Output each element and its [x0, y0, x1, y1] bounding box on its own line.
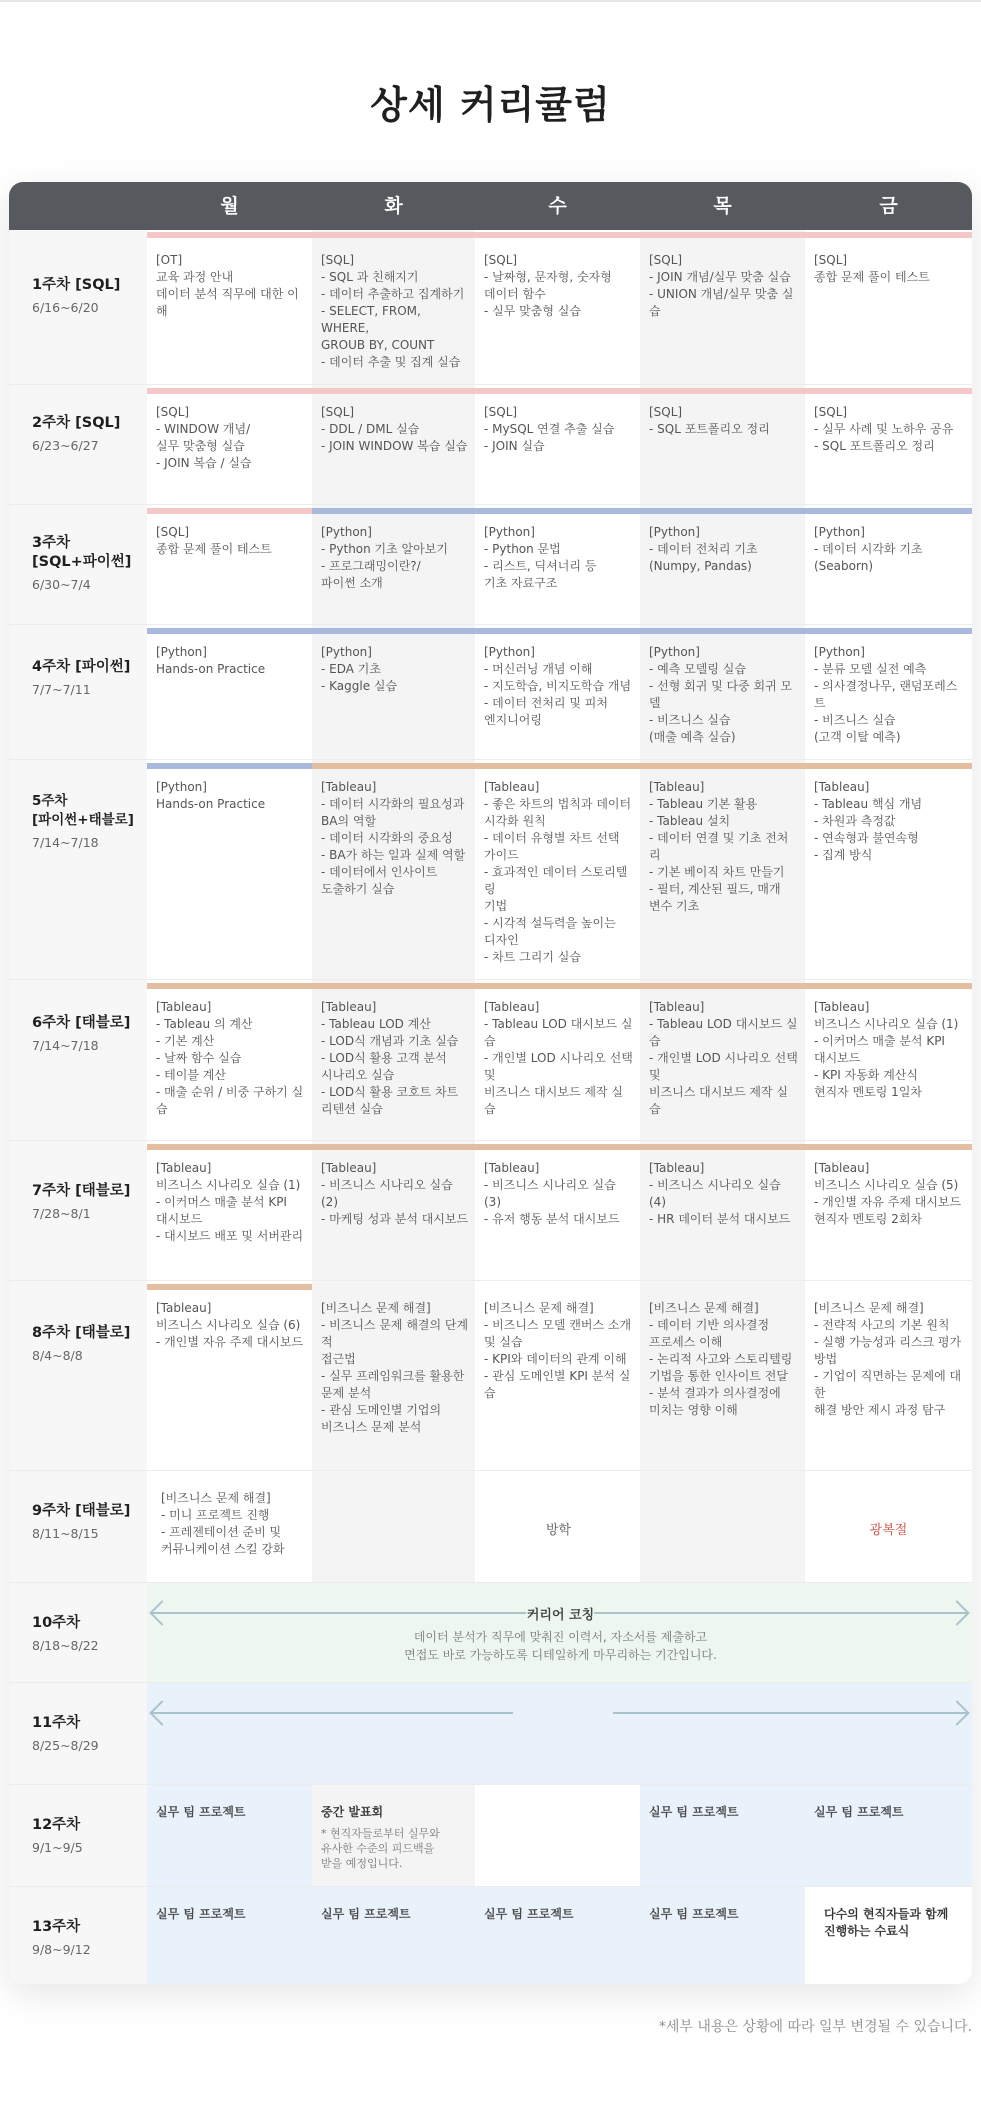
- header-fri: 금: [879, 195, 898, 217]
- week-dates: 9/1~9/5: [32, 1840, 83, 1855]
- week-dates: 8/18~8/22: [32, 1638, 99, 1653]
- week-dates: 8/25~8/29: [32, 1738, 99, 1753]
- week-title: 8주차 [태블로]: [32, 1325, 131, 1341]
- header-mon: 월: [220, 195, 239, 217]
- cell-w1-thu: [SQL] - JOIN 개념/실무 맞춤 실습 - UNION 개념/실무 맞춤 실습: [649, 253, 794, 318]
- cell-w12-thu: 실무 팀 프로젝트: [649, 1805, 739, 1819]
- cell-w12-tue-note: * 현직자들로부터 실무와 유사한 수준의 피드백을 받을 예정입니다.: [321, 1827, 440, 1870]
- week-label: [32, 1014, 147, 1053]
- week-label: [32, 658, 147, 697]
- cell-w4-wed: [Python] - 머신러닝 개념 이해 - 지도학습, 비지도학습 개념 - 데이터 전처리 및 피처 엔지니어링: [484, 645, 632, 727]
- row-divider: [9, 1470, 972, 1471]
- cell-w8-tue: [비즈니스 문제 해결] - 비즈니스 문제 해결의 단계적 접근법 - 실무 프레임워크를 활용한 문제 분석 - 관심 도메인별 기업의 비즈니스 문제 분석: [321, 1301, 469, 1434]
- week-label: [32, 1614, 147, 1653]
- vacation-label: 방학: [545, 1523, 572, 1538]
- top-divider: [0, 0, 981, 2]
- cell-w6-mon: [Tableau] - Tableau 의 계산 - 기본 계산 - 날짜 함수 실습 - 테이블 계산 - 매출 순위 / 비중 구하기 실습: [156, 1000, 304, 1116]
- week-title: 1주차 [SQL]: [32, 277, 121, 293]
- project-arrow-right-line: [613, 1712, 968, 1714]
- week-label: [32, 1816, 147, 1855]
- cell-w5-tue: [Tableau] - 데이터 시각화의 필요성과 BA의 역할 - 데이터 시각화의 중요성 - BA가 하는 일과 실제 역할 - 데이터에서 인사이트 도출하기 실습: [321, 780, 466, 896]
- cell-w5-wed: [Tableau] - 좋은 차트의 법칙과 데이터 시각화 원칙 - 데이터 유형별 차트 선택 가이드 - 효과적인 데이터 스토리텔링 기법 - 시각적 설득력을 높이는 디자인 - 차트 그리기 실습: [484, 780, 632, 964]
- cell-w3-wed: [Python] - Python 문법 - 리스트, 딕셔너리 등 기초 자료구조: [484, 525, 597, 590]
- header-wed: 수: [548, 195, 567, 217]
- cell-w5-fri: [Tableau] - Tableau 핵심 개념 - 차원과 측정값 - 연속형과 불연속형 - 집계 방식: [814, 780, 923, 862]
- table-header: [9, 182, 972, 230]
- cell-w13-tue: 실무 팀 프로젝트: [321, 1907, 411, 1921]
- tableau-bar: [312, 763, 972, 769]
- curriculum-table: [9, 182, 972, 1984]
- week-label: [32, 1502, 147, 1541]
- sql-bar: [147, 508, 312, 514]
- cell-w6-fri: [Tableau] 비즈니스 시나리오 실습 (1) - 이커머스 매출 분석 KPI 대시보드 - KPI 자동화 계산식 현직자 멘토링 1일차: [814, 1000, 959, 1099]
- row-divider: [9, 1682, 972, 1683]
- cell-w13-thu: 실무 팀 프로젝트: [649, 1907, 739, 1921]
- sql-bar: [147, 388, 972, 394]
- row-divider: [9, 1582, 972, 1583]
- cell-w7-fri: [Tableau] 비즈니스 시나리오 실습 (5) - 개인별 자유 주제 대시보드 현직자 멘토링 2회차: [814, 1161, 962, 1226]
- cell-w3-tue: [Python] - Python 기초 알아보기 - 프로그래밍이란?/ 파이썬 소개: [321, 525, 448, 590]
- row-divider: [9, 1886, 972, 1887]
- python-bar: [312, 508, 972, 514]
- cell-w4-mon: [Python] Hands-on Practice: [156, 645, 266, 676]
- cell-w2-tue: [SQL] - DDL / DML 실습 - JOIN WINDOW 복습 실습: [321, 405, 468, 453]
- cell-w5-mon: [Python] Hands-on Practice: [156, 780, 266, 811]
- cell-w8-wed: [비즈니스 문제 해결] - 비즈니스 모델 캔버스 소개 및 실습 - KPI와 데이터의 관계 이해 - 관심 도메인별 KPI 분석 실습: [484, 1301, 632, 1400]
- week-dates: 6/16~6/20: [32, 300, 99, 315]
- cell-w3-thu: [Python] - 데이터 전처리 기초 (Numpy, Pandas): [649, 525, 758, 573]
- header-thu: 목: [713, 195, 732, 217]
- week-dates: 6/30~7/4: [32, 577, 91, 592]
- cell-w7-tue: [Tableau] - 비즈니스 시나리오 실습 (2) - 마케팅 성과 분석 대시보드: [321, 1161, 469, 1226]
- cell-w4-fri: [Python] - 분류 모델 실전 예측 - 의사결정나무, 랜덤포레스트 - 비즈니스 실습 (고객 이탈 예측): [814, 645, 958, 744]
- cell-w7-wed: [Tableau] - 비즈니스 시나리오 실습 (3) - 유저 행동 분석 대시보드: [484, 1161, 620, 1226]
- cell-w8-thu: [비즈니스 문제 해결] - 데이터 기반 의사결정 프로세스 이해 - 논리적 사고와 스토리텔링 기법을 통한 인사이트 전달 - 분석 결과가 의사결정에 미치는 영향 이해: [649, 1301, 793, 1417]
- week-dates: 7/14~7/18: [32, 835, 99, 850]
- week-label: [32, 1182, 147, 1221]
- project-arrow-left-line: [151, 1712, 513, 1714]
- cell-w2-thu: [SQL] - SQL 포트폴리오 정리: [649, 405, 770, 436]
- row-divider: [9, 1140, 972, 1141]
- week-label: [32, 414, 147, 453]
- cell-w6-wed: [Tableau] - Tableau LOD 대시보드 실습 - 개인별 LOD 시나리오 선택 및 비즈니스 대시보드 제작 실습: [484, 1000, 633, 1116]
- footnote: *세부 내용은 상황에 따라 일부 변경될 수 있습니다.: [658, 2019, 972, 2035]
- week-title: 5주차 [파이썬+태블로]: [32, 793, 134, 828]
- week-label: [32, 1918, 147, 1957]
- week-label: [32, 1714, 147, 1753]
- header-tue: 화: [384, 195, 403, 217]
- week-title: 10주차: [32, 1615, 81, 1631]
- week-dates: 8/4~8/8: [32, 1348, 83, 1363]
- week-title: 4주차 [파이썬]: [32, 659, 131, 675]
- python-bar: [147, 628, 972, 634]
- row-divider: [9, 1784, 972, 1785]
- cell-w5-thu: [Tableau] - Tableau 기본 활용 - Tableau 설치 - 데이터 연결 및 기초 전처리 - 기본 베이직 차트 만들기 - 필터, 계산된 필드, 매개 변수 기초: [649, 780, 789, 913]
- cell-w7-mon: [Tableau] 비즈니스 시나리오 실습 (1) - 이커머스 매출 분석 KPI 대시보드 - 대시보드 배포 및 서버관리: [156, 1161, 304, 1243]
- cell-w13-mon: 실무 팀 프로젝트: [156, 1907, 246, 1921]
- sql-bar: [147, 232, 972, 238]
- week-dates: 8/11~8/15: [32, 1526, 99, 1541]
- week-title: 2주차 [SQL]: [32, 415, 121, 431]
- python-bar: [147, 763, 312, 769]
- cell-w1-wed: [SQL] - 날짜형, 문자형, 숫자형 데이터 함수 - 실무 맞춤형 실습: [484, 253, 612, 318]
- cell-w3-fri: [Python] - 데이터 시각화 기초 (Seaborn): [814, 525, 923, 573]
- week-dates: 7/14~7/18: [32, 1038, 99, 1053]
- cell-w4-thu: [Python] - 예측 모델링 실습 - 선형 회귀 및 다중 회귀 모델 - 비즈니스 실습 (매출 예측 실습): [649, 645, 793, 744]
- row-divider: [9, 1280, 972, 1281]
- row-divider: [9, 384, 972, 385]
- cell-w13-wed: 실무 팀 프로젝트: [484, 1907, 574, 1921]
- cell-w1-fri: [SQL] 종합 문제 풀이 테스트: [814, 253, 930, 284]
- week-title: 13주차: [32, 1919, 81, 1935]
- week-label: [32, 276, 147, 315]
- week-label: [32, 534, 147, 592]
- week-title: 3주차 [SQL+파이썬]: [32, 535, 132, 570]
- wed-project-band: [475, 1886, 640, 1984]
- cell-w2-mon: [SQL] - WINDOW 개념/ 실무 맞춤형 실습 - JOIN 복습 / 실습: [156, 405, 252, 470]
- tableau-bar: [147, 1144, 972, 1150]
- tue-project-band: [312, 1886, 475, 1984]
- cell-w1-mon: [OT] 교육 과정 안내 데이터 분석 직무에 대한 이해: [156, 253, 299, 318]
- fri-project-band: [805, 1784, 972, 1886]
- cell-w2-fri: [SQL] - 실무 사례 및 노하우 공유 - SQL 포트폴리오 정리: [814, 405, 954, 453]
- cell-w9-mon: [비즈니스 문제 해결] - 미니 프로젝트 진행 - 프레젠테이션 준비 및 커뮤니케이션 스킬 강화: [161, 1491, 285, 1556]
- week11-project-band: [147, 1682, 972, 1784]
- week-title: 7주차 [태블로]: [32, 1183, 131, 1199]
- week-label: [32, 1324, 147, 1363]
- week-dates: 6/23~6/27: [32, 438, 99, 453]
- week-title: 12주차: [32, 1817, 81, 1833]
- row-divider: [9, 759, 972, 760]
- tableau-bar: [147, 1284, 312, 1290]
- cell-w7-thu: [Tableau] - 비즈니스 시나리오 실습 (4) - HR 데이터 분석 대시보드: [649, 1161, 791, 1226]
- week-label: [32, 792, 147, 850]
- week-dates: 7/7~7/11: [32, 682, 91, 697]
- row-divider: [9, 979, 972, 980]
- cell-w12-fri: 실무 팀 프로젝트: [814, 1805, 904, 1819]
- coaching-title: 커리어 코칭: [526, 1608, 595, 1623]
- cell-w12-mon: 실무 팀 프로젝트: [156, 1805, 246, 1819]
- row-divider: [9, 624, 972, 625]
- cell-w3-mon: [SQL] 종합 문제 풀이 테스트: [156, 525, 272, 556]
- week-title: 6주차 [태블로]: [32, 1015, 131, 1031]
- cell-w2-wed: [SQL] - MySQL 연결 추출 실습 - JOIN 실습: [484, 405, 615, 453]
- cell-w12-tue: 중간 발표회: [321, 1805, 384, 1819]
- cell-w1-tue: [SQL] - SQL 과 친해지기 - 데이터 추출하고 집계하기 - SELECT, FROM, WHERE, GROUB BY, COUNT - 데이터 추출 및 집계 실습: [321, 253, 465, 369]
- coaching-description: 데이터 분석가 직무에 맞춰진 이력서, 자소서를 제출하고 면접도 바로 가능하도록 디테일하게 마무리하는 기간입니다.: [404, 1630, 717, 1662]
- week-title: 9주차 [태블로]: [32, 1503, 131, 1519]
- cell-w6-tue: [Tableau] - Tableau LOD 계산 - LOD식 개념과 기초 실습 - LOD식 활용 고객 분석 시나리오 실습 - LOD식 활용 코호트 차트 리텐션 실습: [321, 1000, 459, 1116]
- cell-w8-mon: [Tableau] 비즈니스 시나리오 실습 (6) - 개인별 자유 주제 대시보드: [156, 1301, 304, 1349]
- week-title: 11주차: [32, 1715, 81, 1731]
- page-title: 상세 커리큘럼: [370, 83, 611, 127]
- row-divider: [9, 504, 972, 505]
- cell-w13-fri: 다수의 현직자들과 함께 진행하는 수료식: [824, 1907, 949, 1938]
- cell-w6-thu: [Tableau] - Tableau LOD 대시보드 실습 - 개인별 LOD 시나리오 선택 및 비즈니스 대시보드 제작 실습: [649, 1000, 798, 1116]
- cell-w4-tue: [Python] - EDA 기초 - Kaggle 실습: [321, 645, 398, 693]
- week-dates: 9/8~9/12: [32, 1942, 91, 1957]
- holiday-label: 광복절: [869, 1523, 908, 1538]
- cell-w8-fri: [비즈니스 문제 해결] - 전략적 사고의 기본 원칙 - 실행 가능성과 리스크 평가 방법 - 기업이 직면하는 문제에 대한 해결 방안 제시 과정 탐구: [814, 1301, 962, 1417]
- tableau-bar: [147, 983, 972, 989]
- week-dates: 7/28~8/1: [32, 1206, 91, 1221]
